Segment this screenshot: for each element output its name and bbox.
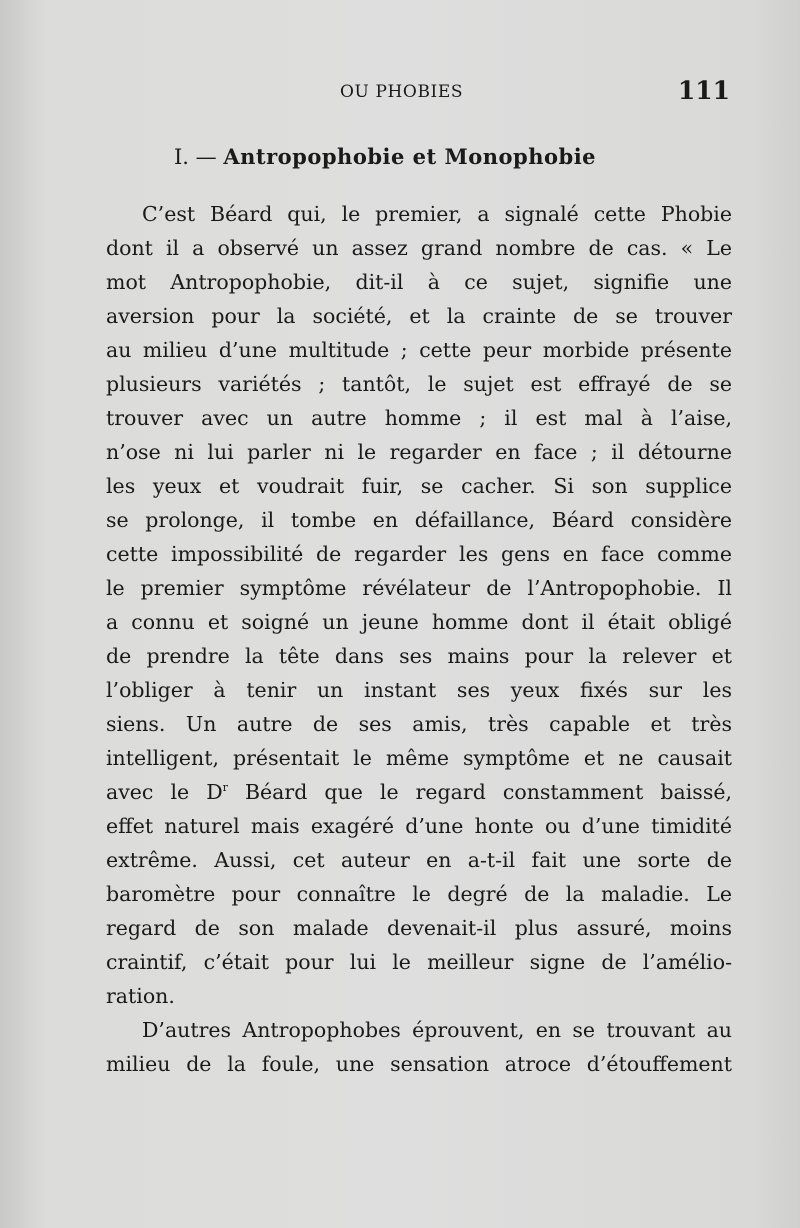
text-line: de prendre la tête dans ses mains pour la relever et (106, 644, 732, 668)
section-title: Antropophobie et Monophobie (223, 144, 597, 169)
text-line: milieu de la foule, une sensation atroce d’étouffement (106, 1052, 732, 1076)
text-line: intelligent, présentait le même symptôme et ne causait (106, 746, 732, 770)
text-line: extrême. Aussi, cet auteur en a-t-il fait une sorte de (106, 848, 732, 872)
text-line: n’ose ni lui parler ni le regarder en face ; il détourne (106, 440, 732, 464)
text-line: au milieu d’une multitude ; cette peur morbide présente (106, 338, 732, 362)
text-line: plusieurs variétés ; tantôt, le sujet est effrayé de se (106, 372, 732, 396)
text-line: mot Antropophobie, dit-il à ce sujet, signifie une (106, 270, 732, 294)
text-line: siens. Un autre de ses amis, très capable et très (106, 712, 732, 736)
text-fragment: Béard que le regard constamment baissé, (227, 780, 732, 804)
text-line: aversion pour la société, et la crainte de se trouver (106, 304, 732, 328)
body-text (106, 197, 732, 1081)
section-heading (174, 144, 596, 169)
section-number: I. — (174, 145, 217, 169)
running-head (104, 78, 730, 108)
text-line: D’autres Antropophobes éprouvent, en se trouvant au (142, 1018, 732, 1042)
text-line: a connu et soigné un jeune homme dont il était obligé (106, 610, 732, 634)
text-line: l’obliger à tenir un instant ses yeux fixés sur les (106, 678, 732, 702)
text-line: trouver avec un autre homme ; il est mal à l’aise, (106, 406, 732, 430)
text-line: C’est Béard qui, le premier, a signalé cette Phobie (142, 202, 732, 226)
text-line: le premier symptôme révélateur de l’Antropophobie. Il (106, 576, 732, 600)
text-line: les yeux et voudrait fuir, se cacher. Si son supplice (106, 474, 732, 498)
text-line: regard de son malade devenait-il plus assuré, moins (106, 916, 732, 940)
running-title: OU PHOBIES (340, 82, 464, 102)
text-line: craintif, c’était pour lui le meilleur signe de l’amélio- (106, 950, 732, 974)
text-line: ration. (106, 984, 175, 1008)
text-line: dont il a observé un assez grand nombre de cas. « Le (106, 236, 732, 260)
text-line: cette impossibilité de regarder les gens en face comme (106, 542, 732, 566)
text-line: baromètre pour connaître le degré de la maladie. Le (106, 882, 732, 906)
text-line (106, 775, 732, 809)
text-line: se prolonge, il tombe en défaillance, Béard considère (106, 508, 732, 532)
page-number: 111 (677, 76, 730, 105)
text-fragment: avec le D (106, 780, 223, 804)
superscript-r: r (222, 781, 228, 795)
text-line: effet naturel mais exagéré d’une honte ou d’une timidité (106, 814, 732, 838)
